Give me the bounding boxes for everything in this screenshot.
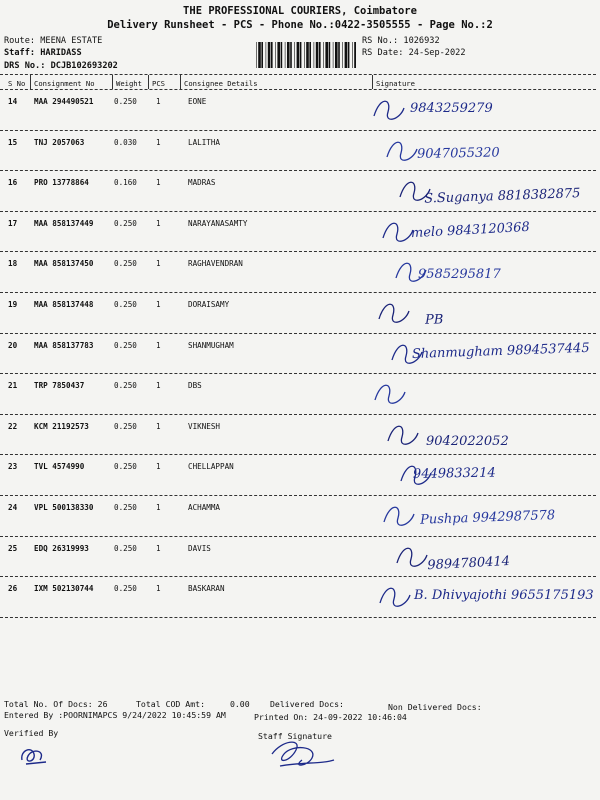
route-label: Route:	[4, 36, 36, 46]
row-signature	[370, 415, 596, 455]
table-row	[0, 293, 596, 333]
barcode-bar	[338, 42, 340, 68]
row-sno: 24	[8, 503, 18, 512]
barcode-bar	[306, 42, 309, 68]
row-consignment: IXM 502130744	[34, 584, 94, 594]
row-weight: 0.250	[114, 340, 137, 350]
row-sno: 20	[8, 340, 18, 350]
row-signature	[370, 577, 596, 617]
signature-handwriting: melo 9843120368	[410, 219, 531, 241]
barcode-bar	[271, 42, 273, 68]
signature-handwriting: 9894780414	[427, 553, 511, 573]
col-signature: Signature	[376, 79, 415, 88]
row-signature	[370, 374, 596, 414]
barcode-bar	[335, 42, 338, 68]
row-consignee: BASKARAN	[188, 584, 225, 594]
col-divider	[148, 75, 149, 89]
row-sno: 14	[8, 97, 18, 106]
row-signature	[370, 171, 596, 211]
row-consignment: EDQ 26319993	[34, 543, 89, 553]
verified-by-label: Verified By	[4, 728, 59, 738]
signature-handwriting: 9585295817	[418, 267, 501, 283]
rs-no-label: RS No.:	[362, 36, 399, 46]
table-row	[0, 131, 596, 171]
rs-date-value: 24-Sep-2022	[408, 48, 466, 58]
company-title: THE PROFESSIONAL COURIERS, Coimbatore	[183, 5, 417, 17]
row-signature	[370, 293, 596, 333]
rs-date-label: RS Date:	[362, 48, 404, 58]
signature-stroke	[388, 426, 418, 444]
total-cod	[136, 699, 250, 709]
drs-line	[4, 61, 118, 71]
barcode-bar	[261, 42, 263, 68]
row-sno: 21	[8, 381, 18, 391]
row-pcs: 1	[156, 462, 161, 472]
row-pcs: 1	[156, 584, 161, 594]
signature-handwriting: 9042022052	[426, 433, 509, 449]
table-row	[0, 90, 596, 130]
drs-label: DRS No.:	[4, 61, 46, 71]
row-sno: 18	[8, 259, 18, 269]
staff-signature-scribble	[262, 736, 342, 772]
row-signature	[370, 455, 596, 495]
barcode-bar	[348, 42, 350, 68]
row-sno: 15	[8, 137, 18, 147]
barcode-bar	[268, 42, 271, 68]
row-consignee: DBS	[188, 381, 202, 391]
row-consignee: LALITHA	[188, 137, 221, 147]
row-consignment: TNJ 2057063	[34, 137, 85, 147]
col-sno: S No	[8, 79, 26, 88]
row-consignee: RAGHAVENDRAN	[188, 259, 243, 269]
row-pcs: 1	[156, 137, 161, 147]
barcode-bar	[314, 42, 315, 68]
barcode-bar	[287, 42, 290, 68]
row-consignment: MAA 858137783	[34, 340, 94, 350]
route-value: MEENA ESTATE	[40, 36, 103, 46]
barcode-bar	[266, 42, 267, 68]
barcode-bar	[294, 42, 295, 68]
table-row	[0, 496, 596, 536]
signature-stroke	[374, 101, 404, 119]
barcode-bar	[277, 42, 280, 68]
barcode-bar	[329, 42, 331, 68]
row-consignment: MAA 858137449	[34, 218, 94, 228]
entered-by: Entered By :POORNIMAPCS 9/24/2022 10:45:59 AM	[4, 710, 226, 720]
row-pcs: 1	[156, 218, 161, 228]
barcode-bar	[290, 42, 292, 68]
row-pcs: 1	[156, 340, 161, 350]
row-weight: 0.250	[114, 503, 137, 512]
row-pcs: 1	[156, 543, 161, 553]
total-cod-value: 0.00	[229, 699, 250, 709]
col-consignment: Consignment No	[34, 79, 95, 88]
row-consignee: EONE	[188, 97, 207, 106]
row-pcs: 1	[156, 259, 161, 269]
signature-stroke	[375, 385, 405, 403]
row-signature	[370, 252, 596, 292]
col-divider	[30, 75, 31, 89]
signature-handwriting: PB	[424, 312, 444, 328]
row-weight: 0.250	[114, 218, 137, 228]
row-signature	[370, 212, 596, 252]
row-consignment: MAA 858137448	[34, 300, 94, 309]
row-weight: 0.250	[114, 421, 137, 431]
barcode-bar	[354, 42, 356, 68]
total-docs-label: Total No. Of Docs:	[4, 699, 93, 709]
row-consignee: NARAYANASAMTY	[188, 218, 248, 228]
total-docs	[4, 699, 108, 709]
row-sno: 23	[8, 462, 18, 472]
table-row	[0, 374, 596, 414]
table-row	[0, 212, 596, 252]
staff-value: HARIDASS	[40, 48, 82, 58]
table-row	[0, 252, 596, 292]
barcode-bar	[352, 42, 353, 68]
row-consignee: MADRAS	[188, 178, 216, 188]
rs-no-line	[362, 36, 440, 46]
non-delivered-docs-label: Non Delivered Docs:	[388, 702, 482, 712]
col-divider	[180, 75, 181, 89]
row-consignment: MAA 858137450	[34, 259, 94, 269]
route-line	[4, 36, 102, 46]
row-consignment: TVL 4574990	[34, 462, 85, 472]
row-weight: 0.160	[114, 178, 137, 188]
runsheet-subtitle: Delivery Runsheet - PCS - Phone No.:0422-3505555 - Page No.:2	[107, 19, 493, 31]
barcode-bar	[297, 42, 300, 68]
row-weight: 0.250	[114, 584, 137, 594]
table-row	[0, 577, 596, 617]
barcode-bar	[300, 42, 302, 68]
barcode-bar	[285, 42, 286, 68]
row-consignment: TRP 7850437	[34, 381, 85, 391]
row-consignee: DAVIS	[188, 543, 211, 553]
barcode-bar	[309, 42, 311, 68]
row-consignee: CHELLAPPAN	[188, 462, 234, 472]
barcode-bar	[333, 42, 334, 68]
signature-handwriting: Pushpa 9942987578	[419, 508, 556, 528]
table-top-rule	[0, 74, 596, 75]
row-sno: 26	[8, 584, 18, 594]
row-sno: 16	[8, 178, 18, 188]
barcode-bar	[256, 42, 257, 68]
row-pcs: 1	[156, 503, 161, 512]
row-signature	[370, 90, 596, 130]
row-weight: 0.250	[114, 259, 137, 269]
row-signature	[370, 131, 596, 171]
barcode-bar	[316, 42, 319, 68]
row-sno: 22	[8, 421, 18, 431]
row-consignment: MAA 294490521	[34, 97, 94, 106]
col-weight: Weight	[116, 79, 142, 88]
signature-handwriting: B. Dhivyajothi 9655175193	[414, 588, 594, 604]
row-signature	[370, 496, 596, 536]
table-row	[0, 455, 596, 495]
row-signature	[370, 334, 596, 374]
barcode-bar	[345, 42, 348, 68]
row-pcs: 1	[156, 97, 161, 106]
table-row	[0, 171, 596, 211]
row-pcs: 1	[156, 421, 161, 431]
row-pcs: 1	[156, 178, 161, 188]
signature-handwriting: Shanmugham 9894537445	[411, 340, 590, 362]
barcode-bar	[319, 42, 321, 68]
row-consignee: ACHAMMA	[188, 503, 221, 512]
col-consignee: Consignee Details	[184, 79, 258, 88]
row-sno: 25	[8, 543, 18, 553]
barcode-bar	[323, 42, 324, 68]
col-divider	[112, 75, 113, 89]
verified-signature-scribble	[16, 740, 56, 768]
row-weight: 0.030	[114, 137, 137, 147]
signature-handwriting: 9843259279	[410, 101, 493, 116]
rs-date-line	[362, 48, 466, 58]
row-consignment: PRO 13778864	[34, 178, 89, 188]
row-weight: 0.250	[114, 97, 137, 106]
signature-stroke	[379, 304, 409, 322]
row-weight: 0.250	[114, 543, 137, 553]
col-divider	[372, 75, 373, 89]
row-signature	[370, 537, 596, 577]
rs-no-value: 1026932	[403, 36, 440, 46]
col-pcs: PCS	[152, 79, 165, 88]
row-sno: 17	[8, 218, 18, 228]
printed-on: Printed On: 24-09-2022 10:46:04	[254, 712, 407, 722]
table-row	[0, 415, 596, 455]
row-consignee: VIKNESH	[188, 421, 221, 431]
drs-value: DCJB102693202	[50, 61, 118, 71]
row-divider	[0, 617, 596, 618]
row-weight: 0.250	[114, 381, 137, 391]
signature-handwriting: 9047055320	[416, 145, 500, 162]
row-weight: 0.250	[114, 462, 137, 472]
row-pcs: 1	[156, 381, 161, 391]
signature-handwriting: S.Suganya 8818382875	[423, 186, 581, 207]
row-sno: 19	[8, 300, 18, 309]
barcode-bar	[304, 42, 305, 68]
signature-stroke	[397, 548, 427, 566]
row-consignee: SHANMUGHAM	[188, 340, 234, 350]
table-row	[0, 334, 596, 374]
total-docs-value: 26	[97, 699, 108, 709]
total-cod-label: Total COD Amt:	[136, 699, 206, 709]
row-consignment: VPL 500138330	[34, 503, 94, 512]
row-pcs: 1	[156, 300, 161, 309]
staff-signature-label: Staff Signature	[258, 731, 332, 741]
signature-stroke	[383, 223, 413, 241]
barcode-bar	[275, 42, 276, 68]
staff-label: Staff:	[4, 48, 36, 58]
row-consignment: KCM 21192573	[34, 421, 89, 431]
signature-stroke	[384, 507, 414, 525]
barcode-bar	[281, 42, 283, 68]
table-row	[0, 537, 596, 577]
barcode-image	[256, 42, 356, 68]
signature-stroke	[387, 142, 417, 160]
barcode-bar	[258, 42, 261, 68]
barcode-bar	[325, 42, 328, 68]
row-consignee: DORAISAMY	[188, 300, 230, 309]
signature-stroke	[380, 588, 410, 606]
staff-line	[4, 48, 82, 58]
row-weight: 0.250	[114, 300, 137, 309]
delivered-docs-label: Delivered Docs:	[270, 699, 344, 709]
barcode-bar	[342, 42, 343, 68]
signature-handwriting: 9449833214	[412, 465, 496, 483]
